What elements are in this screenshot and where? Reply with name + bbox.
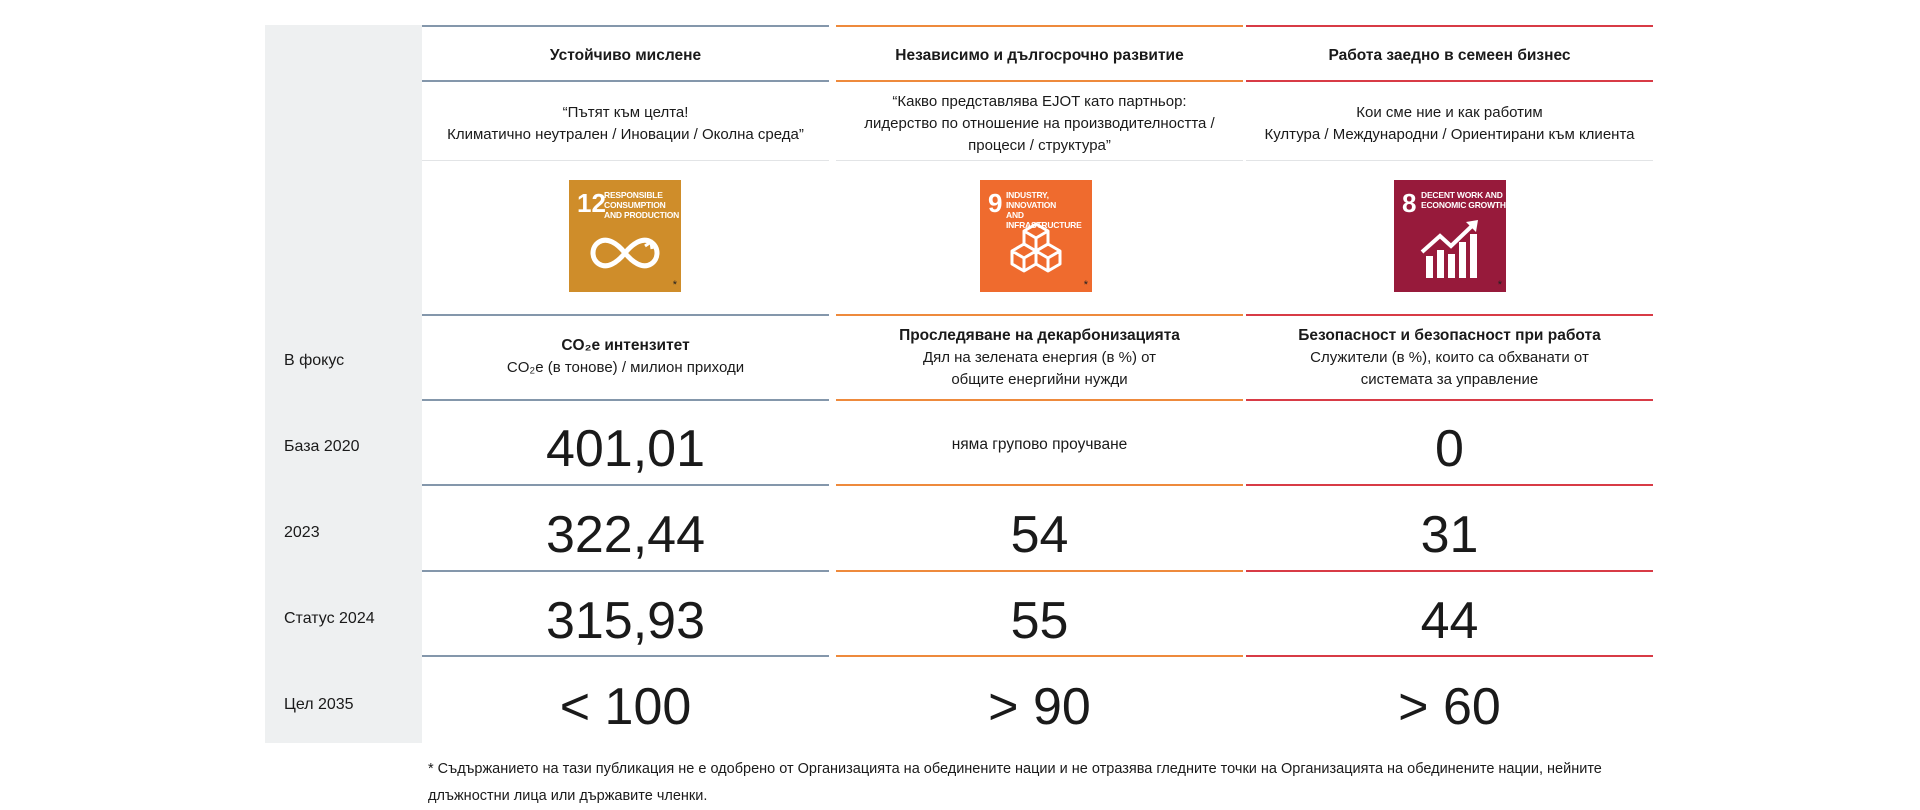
row-label-base-2020: База 2020	[284, 438, 360, 455]
column-title: Устойчиво мислене	[549, 47, 702, 64]
sdg-9-logo	[980, 180, 1092, 292]
footnote: * Съдържанието на тази публикация не е одобрено от Организацията на обединените нации и не отразява гледните точки на Организацията на обединените нации, нейните длъжностни лица или държавите членки.	[428, 761, 1602, 804]
sdg-number: 9	[988, 188, 1003, 218]
divider	[422, 160, 829, 161]
section-rule	[836, 314, 1243, 316]
title-rule	[422, 80, 829, 82]
column-top-rule	[1246, 25, 1653, 27]
sdg-text-line: INDUSTRY, INNOVATION	[1006, 190, 1057, 210]
value-base-2020: 0	[1435, 420, 1464, 478]
sdg-text-line: DECENT WORK AND	[1421, 190, 1503, 200]
row-rule	[1246, 570, 1653, 572]
row-label-2023: 2023	[284, 524, 320, 541]
divider	[836, 160, 1243, 161]
focus-subtitle-line: CO₂e (в тонове) / милион приходи	[506, 359, 745, 376]
column-independent-development	[836, 25, 1243, 743]
cubes-icon	[980, 180, 1092, 292]
focus-subtitle	[836, 347, 1243, 391]
value-2023: 54	[1010, 506, 1069, 564]
row-label-column	[265, 25, 422, 743]
title-rule	[836, 80, 1243, 82]
row-rule	[1246, 484, 1653, 486]
sdg-number: 12	[577, 188, 606, 218]
row-rule	[836, 570, 1243, 572]
focus-subtitle-line: общите енергийни нужди	[951, 371, 1128, 388]
column-top-rule	[836, 25, 1243, 27]
infinity-icon	[569, 180, 681, 292]
focus-subtitle	[1246, 347, 1653, 391]
divider	[1246, 160, 1653, 161]
row-rule	[1246, 655, 1653, 657]
sdg-star: *	[1497, 279, 1502, 291]
quote-line: “Пътят към целта!	[562, 104, 689, 121]
row-rule	[1246, 399, 1653, 401]
row-rule	[422, 570, 829, 572]
section-rule	[1246, 314, 1653, 316]
quote-line: процеси / структура”	[968, 137, 1111, 154]
focus-subtitle-line: системата за управление	[1360, 371, 1539, 388]
quote-line: лидерство по отношение на производителността /	[864, 115, 1215, 132]
sdg-8-logo	[1394, 180, 1506, 292]
value-2023: 31	[1420, 506, 1479, 564]
value-status-2024: 55	[1010, 592, 1069, 650]
column-sustainable-thinking	[422, 25, 829, 743]
value-base-2020: 401,01	[545, 420, 706, 478]
sdg-number: 8	[1402, 188, 1417, 218]
value-goal-2035: < 100	[559, 678, 692, 736]
sdg-text-line: ECONOMIC GROWTH	[1421, 200, 1506, 210]
column-quote	[836, 91, 1243, 157]
row-label-status-2024: Статус 2024	[284, 610, 375, 627]
row-rule	[422, 655, 829, 657]
value-status-2024: 44	[1420, 592, 1479, 650]
value-2023: 322,44	[545, 506, 706, 564]
quote-line: Климатично неутрален / Иновации / Околна среда”	[447, 126, 804, 143]
sdg-text-line: CONSUMPTION	[604, 200, 666, 210]
focus-subtitle	[422, 357, 829, 379]
sdg-text-line: AND INFRASTRUCTURE	[1006, 210, 1082, 230]
value-goal-2035: > 90	[988, 678, 1091, 736]
sdg-star: *	[1083, 279, 1088, 291]
row-rule	[422, 484, 829, 486]
quote-line: Култура / Международни / Ориентирани към клиента	[1264, 126, 1635, 143]
column-family-business	[1246, 25, 1653, 743]
row-rule	[836, 399, 1243, 401]
value-base-2020: няма групово проучване	[951, 436, 1128, 453]
title-rule	[1246, 80, 1653, 82]
quote-line: “Какво представлява EJOT като партньор:	[892, 93, 1187, 110]
quote-line: Кои сме ние и как работим	[1356, 104, 1543, 121]
growth-chart-icon	[1394, 180, 1506, 292]
row-rule	[836, 484, 1243, 486]
focus-title: Проследяване на декарбонизацията	[899, 327, 1180, 344]
column-title: Работа заедно в семеен бизнес	[1328, 47, 1571, 64]
focus-subtitle-line: Служители (в %), които са обхванати от	[1310, 349, 1589, 366]
sdg-text-line: AND PRODUCTION	[604, 210, 680, 220]
column-title: Независимо и дългосрочно развитие	[895, 47, 1184, 64]
value-status-2024: 315,93	[545, 592, 706, 650]
column-top-rule	[422, 25, 829, 27]
focus-title: Безопасност и безопасност при работа	[1298, 327, 1601, 344]
column-quote	[422, 102, 829, 146]
row-rule	[422, 399, 829, 401]
column-quote	[1246, 102, 1653, 146]
sdg-star: *	[672, 279, 677, 291]
row-label-focus: В фокус	[284, 352, 345, 369]
focus-title: CO₂e интензитет	[561, 337, 690, 354]
sdg-12-logo	[569, 180, 681, 292]
focus-subtitle-line: Дял на зелената енергия (в %) от	[922, 349, 1157, 366]
value-goal-2035: > 60	[1398, 678, 1501, 736]
row-label-goal-2035: Цел 2035	[284, 696, 354, 713]
sdg-text-line: RESPONSIBLE	[604, 190, 663, 200]
row-rule	[836, 655, 1243, 657]
section-rule	[422, 314, 829, 316]
